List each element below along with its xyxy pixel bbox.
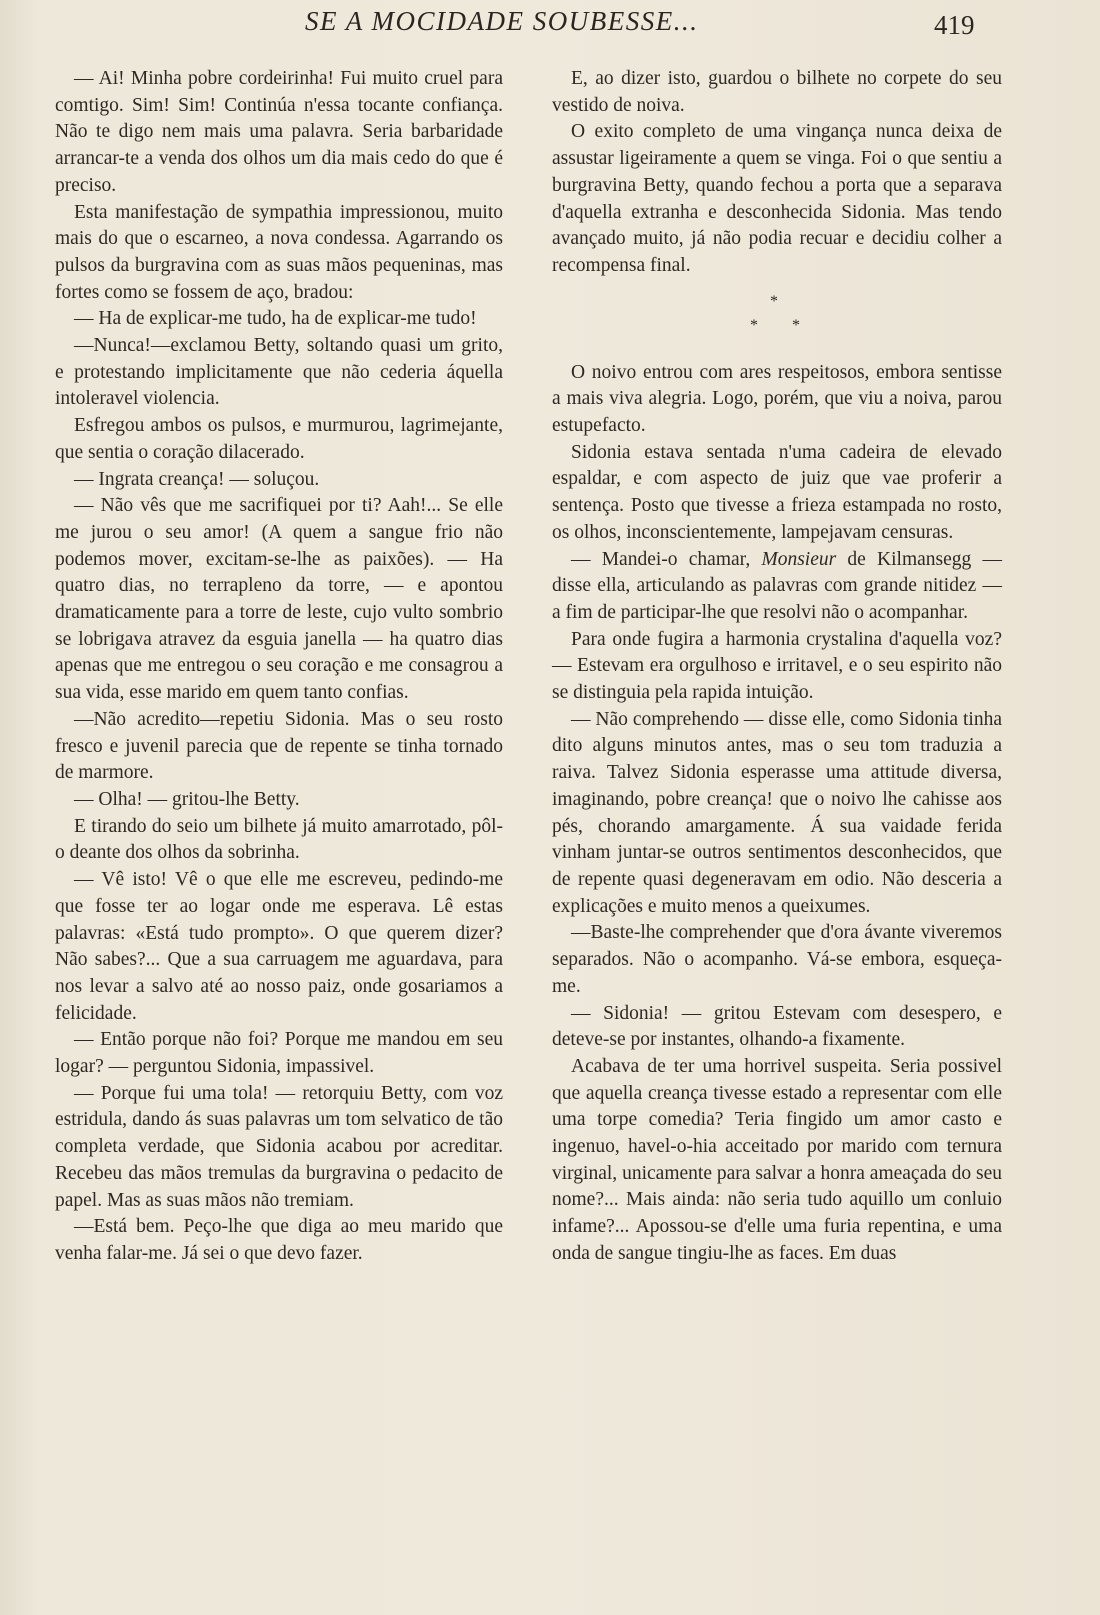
text-run: de Kilmansegg — disse ella, articulando as palavras com grande nitidez — a fim de participar-lhe que resolvi não o acompanhar. xyxy=(552,548,1003,623)
paragraph: O exito completo de uma vingança nunca deixa de assustar ligeiramente a quem se vinga. Foi o que sentiu a burgravina Betty, quando fechou a porta que a separava d'aquella extranha e desconhecida Sidonia. Mas tendo avançado muito, já não podia recuar e decidiu colher a recompensa final. xyxy=(552,121,1002,276)
paragraph: Acabava de ter uma horrivel suspeita. Seria possivel que aquella creança tivesse estado a representar com elle uma torpe comedia? Teria fingido um amor casto e ingenuo, havel-o-hia acceitado por marido com ternura virginal, unicamente para salvar a honra ameaçada do seu nome?... Mais ainda: não seria tudo aquillo um conluio infame?... Apossou-se d'elle uma furia repentina, e uma onda de sangue tingiu-lhe as faces. Em duas xyxy=(552,1055,1002,1264)
paragraph: — Porque fui uma tola! — retorquiu Betty, com voz estridula, dando ás suas palavras um tom selvatico de tão completa verdade, que Sidonia acabou por acreditar. Recebeu das mãos tremulas da burgravina o pedacito de papel. Mas as suas mãos não tremiam. xyxy=(55,1082,503,1211)
paragraph: — Olha! — gritou-lhe Betty. xyxy=(74,788,300,810)
paragraph: —Não acredito—repetiu Sidonia. Mas o seu rosto fresco e juvenil parecia que de repente se tinha tornado de marmore. xyxy=(55,708,503,784)
paragraph: Para onde fugira a harmonia crystalina d'aquella voz? — Estevam era orgulhoso e irritavel, e o seu espirito não se distinguia pela rapida intuição. xyxy=(552,628,1002,704)
paragraph: — Ingrata creança! — soluçou. xyxy=(74,468,320,490)
running-title: SE A MOCIDADE SOUBESSE... xyxy=(305,6,699,36)
italic-text: Monsieur xyxy=(761,548,837,570)
page-number: 419 xyxy=(934,10,975,40)
paragraph: Esta manifestação de sympathia impressionou, muito mais do que o escarneo, a nova condessa. Agarrando os pulsos da burgravina com as suas mãos pequeninas, mas fortes como se fossem de aço, bradou: xyxy=(55,201,503,303)
paragraph: — Então porque não foi? Porque me mandou em seu logar? — perguntou Sidonia, impassivel. xyxy=(55,1029,503,1078)
text-run: — Mandei-o chamar, xyxy=(571,548,762,570)
asterisk: * xyxy=(750,316,758,334)
paragraph: — Vê isto! Vê o que elle me escreveu, pedindo-me que fosse ter ao logar onde me esperava. Lê estas palavras: «Está tudo prompto». O que querem dizer? Não sabes?... Que a sua carruagem me aguardava, para nos levar a salvo até ao nosso paiz, onde gosariamos a felicidade. xyxy=(55,869,503,1024)
paragraph: — Não vês que me sacrifiquei por ti? Aah!... Se elle me jurou o seu amor! (A quem a sangue frio não podemos mover, excitam-se-lhe as paixões). — Ha quatro dias, no terrapleno da torre, — e apontou dramaticamente para a torre de leste, cujo vulto sombrio se lobrigava atravez da esguia janella — ha quatro dias apenas que me entregou o seu coração e me consagrou a sua vida, esse marido em quem tanto confias. xyxy=(55,495,503,704)
paragraph: O noivo entrou com ares respeitosos, embora sentisse a mais viva alegria. Logo, porém, que viu a noiva, parou estupefacto. xyxy=(552,361,1002,437)
paragraph: —Baste-lhe comprehender que d'ora ávante viveremos separados. Não o acompanho. Vá-se embora, esqueça-me. xyxy=(552,922,1002,997)
asterisk: * xyxy=(770,292,778,310)
left-column xyxy=(55,66,503,1268)
paragraph: — Não comprehendo — disse elle, como Sidonia tinha dito alguns minutos antes, mas o seu tom traduzia a raiva. Talvez Sidonia esperasse uma attitude diversa, imaginando, pobre creança! que o noivo lhe cahisse aos pés, chorando amargamente. Á sua vaidade ferida vinham juntar-se outros sentimentos desconhecidos, que de repente quasi degeneravam em odio. Não desceria a explicações e muito menos a queixumes. xyxy=(552,708,1002,917)
asterisk: * xyxy=(792,316,800,334)
running-head xyxy=(0,6,1100,40)
right-column xyxy=(552,66,1002,1268)
paragraph: E tirando do seio um bilhete já muito amarrotado, pôl-o deante dos olhos da sobrinha. xyxy=(55,815,503,864)
section-separator xyxy=(552,280,1002,360)
paragraph: — Ha de explicar-me tudo, ha de explicar-me tudo! xyxy=(74,308,477,330)
paragraph: — Ai! Minha pobre cordeirinha! Fui muito cruel para comtigo. Sim! Sim! Continúa n'essa tocante confiança. Não te digo nem mais uma palavra. Seria barbaridade arrancar-te a venda dos olhos um dia mais cedo do que é preciso. xyxy=(55,68,503,196)
paragraph: E, ao dizer isto, guardou o bilhete no corpete do seu vestido de noiva. xyxy=(552,68,1002,116)
paragraph: —Está bem. Peço-lhe que diga ao meu marido que venha falar-me. Já sei o que devo fazer. xyxy=(55,1216,503,1264)
paragraph: Sidonia estava sentada n'uma cadeira de elevado espaldar, e com aspecto de juiz que vae proferir a sentença. Posto que tivesse a frieza estampada no rosto, os olhos, inconscientemente, lampejavam censuras. xyxy=(552,441,1002,543)
paragraph: Esfregou ambos os pulsos, e murmurou, lagrimejante, que sentia o coração dilacerado. xyxy=(55,415,503,463)
paragraph xyxy=(552,547,1002,627)
paragraph: —Nunca!—exclamou Betty, soltando quasi um grito, e protestando implicitamente que não cederia áquella intoleravel violencia. xyxy=(55,335,503,410)
paragraph: — Sidonia! — gritou Estevam com desespero, e deteve-se por instantes, olhando-a fixamente. xyxy=(552,1002,1002,1051)
